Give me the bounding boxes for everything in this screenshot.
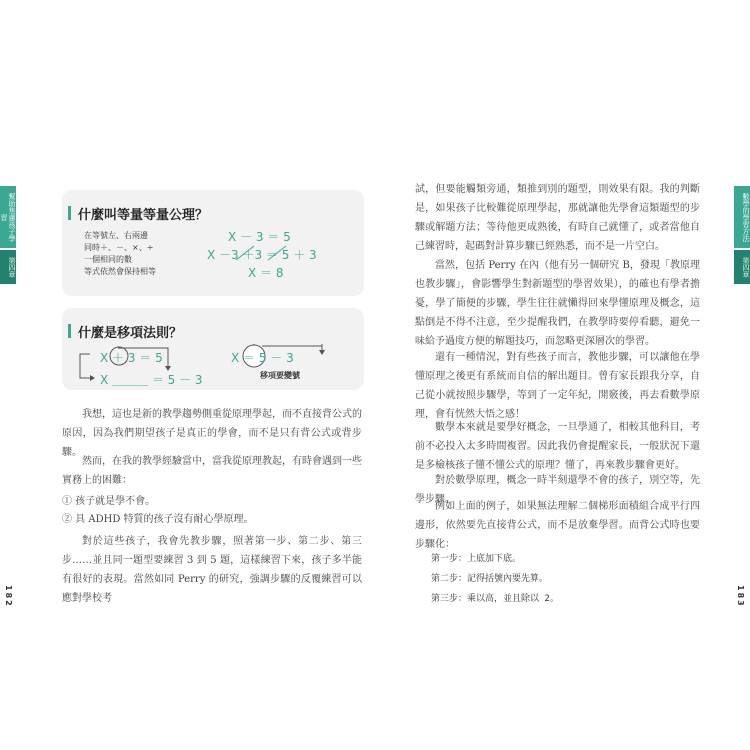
right-paragraph-1: 試，但要能觸類旁通，類推到別的題型，則效果有限。我的判斷是，如果孩子比較難從原理學起，那就讓他先學會這類題型的步驟或解題方法；等待他更成熟後，有時自己就懂了，或者當他自己練習時，起碼對計算步驟已經熟悉，而不是一片空白。 xyxy=(415,184,700,252)
left-paragraph-3: 對於這些孩子，我會先教步驟，照著第一步、第二步、第三步……並且同一題型要練習 3 到 5 題，這樣練習下來，孩子多半能有很好的表現。當然如同 Perry 的研究，強調步驟的反覆練習可以應對學校考 xyxy=(62,536,362,604)
axiom-note: 在等號左、右兩邊 同時＋、－、×、÷ 一個相同的數 等式依然會保持相等 xyxy=(84,231,156,276)
left-paragraph-1: 我想，這也是新的教學趨勢側重從原理學起，而不直接背公式的原因，因為我們期望孩子是真正的學會，而不是只有背公式或背步驟。 xyxy=(62,409,362,458)
left-list-item-1: ① 孩子就是學不會。 xyxy=(62,496,156,507)
step-3: 第三步：乘以高，並且除以 2。 xyxy=(431,594,559,604)
cancel-strike-icon xyxy=(232,244,292,264)
left-chapter-tab: 第四章 xyxy=(0,250,16,284)
right-paragraph-5: 對於數學原理，概念一時半刻還學不會的孩子，別空等，先學步驟。 xyxy=(415,475,700,505)
left-list-item-2: ② 具 ADHD 特質的孩子沒有耐心學原理。 xyxy=(62,514,254,525)
transposition-eq-bottom: X ＿＿＿ ＝ 5 － 3 xyxy=(100,373,203,387)
equation-line-3: X ＝ 8 xyxy=(248,266,284,280)
step-2: 第二步：記得括號內要先算。 xyxy=(431,574,549,584)
equality-axiom-panel xyxy=(62,190,364,296)
transposition-eq-top: X ＋ 3 ＝ 5 xyxy=(100,351,163,365)
right-paragraph-3: 還有一種情況，對有些孩子而言，教他步驟，可以讓他在學懂原理之後更有系統而自信的解出題目。曾有家長跟我分享，自己從小就按照步驟學，等到了一定年紀，開竅後，再去看數學原理，會有恍然大悟之感！ xyxy=(415,352,700,420)
right-section-tab: 數學的學習方法 xyxy=(734,186,750,248)
formula-steps xyxy=(431,549,559,609)
right-chapter-tab: 第四章 xyxy=(734,250,750,284)
right-paragraph-2: 當然，包括 Perry 在內（他有另一個研究 B，發現「教原理也教步驟」，會影響學生對新題型的學習效果），的確也有學者擔憂，學了簡便的步驟，學生往往就懶得回來學懂原理及概念，這點倒是不得不注意，至少提醒我們，在教學時要停看聽，避免一味給予過度方便的解題技巧，而忽略更深層次的學習。 xyxy=(415,260,700,347)
transposition-caption: 移項要變號 xyxy=(260,371,300,380)
right-page-number: 183 xyxy=(736,585,745,608)
panel-title: 什麼叫等量等量公理？ xyxy=(78,204,208,223)
equation-line-2: X －3 ＋3 ＝ 5 ＋ 3 xyxy=(207,248,317,262)
left-paragraph-2: 然而，在我的教學經驗當中，當我從原理教起，有時會遇到一些實務上的困難： xyxy=(62,456,362,486)
equation-line-1: X － 3 ＝ 5 xyxy=(228,230,291,244)
right-paragraph-4: 數學本來就是要學好概念，一旦學通了，相較其他科目，考前不必投入太多時間複習。因此我仍會提醒家長，一般狀況下還是多檢核孩子懂不懂公式的原理？懂了，再來教步驟會更好。 xyxy=(415,422,700,471)
step-1: 第一步：上底加下底。 xyxy=(431,554,522,564)
transposition-eq-right: X ＝ 5 － 3 xyxy=(231,351,294,365)
panel-title: 什麼是移項法則？ xyxy=(78,322,182,341)
left-page-number: 182 xyxy=(4,585,13,608)
transposition-panel xyxy=(62,308,364,390)
right-paragraph-6: 例如上面的例子，如果無法理解二個梯形面積組合成平行四邊形，依然要先直接背公式，而不是放棄學習。而背公式時也要步驟化： xyxy=(415,501,700,550)
left-section-tab: 幫助焦慮孩子學習 xyxy=(0,186,16,248)
